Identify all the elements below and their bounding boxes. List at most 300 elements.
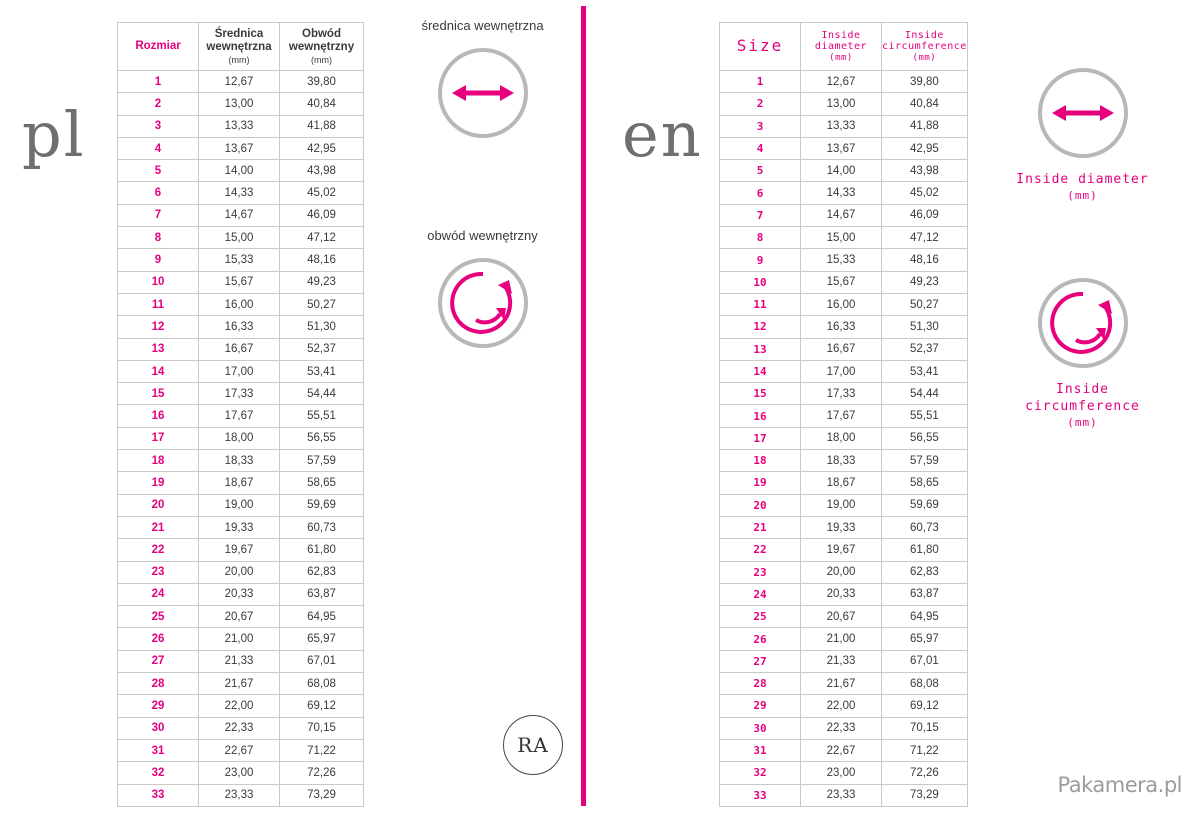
cell-size: 4: [720, 137, 801, 159]
language-label-en: en: [622, 98, 703, 171]
diagram-inside-circumference-pl: [400, 228, 565, 348]
table-row: [720, 450, 968, 472]
cell-size: 20: [720, 494, 801, 516]
table-row: [118, 583, 364, 605]
cell-circumference: 55,51: [882, 405, 968, 427]
language-label-pl: pl: [22, 98, 86, 171]
cell-circumference: 68,08: [280, 673, 364, 695]
cell-circumference: 71,22: [280, 739, 364, 761]
cell-diameter: 18,67: [199, 472, 280, 494]
cell-size: 13: [720, 338, 801, 360]
cell-size: 32: [118, 762, 199, 784]
cell-circumference: 59,69: [882, 494, 968, 516]
diagram-caption-circumference-en-unit: (mm): [1067, 415, 1098, 429]
cell-circumference: 67,01: [882, 650, 968, 672]
table-row: [720, 427, 968, 449]
table-row: [118, 405, 364, 427]
table-row: [118, 673, 364, 695]
cell-circumference: 60,73: [280, 516, 364, 538]
cell-diameter: 22,33: [801, 717, 882, 739]
cell-diameter: 14,33: [199, 182, 280, 204]
cell-diameter: 22,67: [801, 739, 882, 761]
cell-circumference: 47,12: [280, 227, 364, 249]
table-row: [720, 271, 968, 293]
cell-diameter: 15,00: [801, 227, 882, 249]
cell-diameter: 19,67: [801, 539, 882, 561]
cell-diameter: 16,00: [801, 293, 882, 315]
cell-size: 7: [118, 204, 199, 226]
cell-circumference: 50,27: [280, 293, 364, 315]
cell-size: 30: [118, 717, 199, 739]
cell-circumference: 72,26: [882, 762, 968, 784]
cell-diameter: 20,67: [199, 606, 280, 628]
header-diameter-unit: (mm): [829, 52, 853, 63]
table-row: [720, 93, 968, 115]
table-row: [118, 71, 364, 93]
cell-diameter: 22,00: [199, 695, 280, 717]
header-circumference-pl: [280, 23, 364, 71]
table-row: [118, 338, 364, 360]
table-row: [720, 137, 968, 159]
circular-arrow-icon: [438, 258, 528, 348]
header-diameter-label: Średnica wewnętrzna: [206, 28, 272, 54]
header-diameter-pl: [199, 23, 280, 71]
cell-diameter: 21,00: [801, 628, 882, 650]
table-row: [720, 316, 968, 338]
cell-diameter: 22,33: [199, 717, 280, 739]
cell-diameter: 14,67: [199, 204, 280, 226]
cell-circumference: 72,26: [280, 762, 364, 784]
table-header-en: [720, 23, 968, 71]
cell-diameter: 15,67: [199, 271, 280, 293]
header-size-en: Size: [720, 23, 801, 71]
table-row: [720, 204, 968, 226]
cell-circumference: 45,02: [882, 182, 968, 204]
table-row: [118, 494, 364, 516]
cell-diameter: 20,33: [801, 583, 882, 605]
cell-circumference: 73,29: [280, 784, 364, 806]
diagram-caption-circumference-pl: obwód wewnętrzny: [427, 228, 538, 243]
cell-circumference: 55,51: [280, 405, 364, 427]
header-diameter-unit: (mm): [228, 54, 250, 65]
ring-circumference-illustration: [438, 258, 528, 348]
cell-size: 29: [720, 695, 801, 717]
cell-diameter: 15,00: [199, 227, 280, 249]
cell-size: 26: [118, 628, 199, 650]
table-row: [720, 472, 968, 494]
table-row: [118, 383, 364, 405]
table-body-pl: [118, 71, 364, 807]
cell-circumference: 57,59: [882, 450, 968, 472]
table-row: [720, 293, 968, 315]
cell-size: 18: [118, 450, 199, 472]
ra-logo: RA: [503, 715, 563, 775]
cell-size: 25: [118, 606, 199, 628]
cell-size: 5: [118, 160, 199, 182]
cell-circumference: 53,41: [280, 360, 364, 382]
cell-size: 6: [118, 182, 199, 204]
cell-circumference: 62,83: [882, 561, 968, 583]
ring-diameter-illustration: [438, 48, 528, 138]
ring-circumference-illustration: [1038, 278, 1128, 368]
cell-size: 3: [118, 115, 199, 137]
table-row: [720, 115, 968, 137]
cell-diameter: 19,67: [199, 539, 280, 561]
table-row: [118, 516, 364, 538]
table-row: [118, 695, 364, 717]
table-row: [118, 204, 364, 226]
cell-size: 21: [118, 516, 199, 538]
table-header-pl: [118, 23, 364, 71]
table-row: [720, 583, 968, 605]
diagram-inside-diameter-en: [1000, 68, 1165, 203]
table-row: [118, 115, 364, 137]
cell-size: 16: [118, 405, 199, 427]
table-row: [720, 784, 968, 806]
cell-circumference: 58,65: [882, 472, 968, 494]
cell-circumference: 42,95: [280, 137, 364, 159]
cell-size: 18: [720, 450, 801, 472]
cell-size: 28: [118, 673, 199, 695]
cell-size: 1: [118, 71, 199, 93]
table-row: [720, 160, 968, 182]
cell-circumference: 61,80: [882, 539, 968, 561]
table-row: [720, 695, 968, 717]
table-row: [720, 405, 968, 427]
cell-diameter: 16,33: [199, 316, 280, 338]
table-row: [118, 271, 364, 293]
header-diameter-label: Inside diameter: [814, 29, 868, 53]
cell-size: 5: [720, 160, 801, 182]
cell-size: 12: [720, 316, 801, 338]
cell-circumference: 40,84: [280, 93, 364, 115]
table-row: [118, 539, 364, 561]
cell-size: 3: [720, 115, 801, 137]
size-table-pl: [117, 22, 364, 807]
cell-circumference: 70,15: [280, 717, 364, 739]
cell-size: 15: [720, 383, 801, 405]
table-row: [118, 93, 364, 115]
cell-circumference: 64,95: [280, 606, 364, 628]
cell-diameter: 19,00: [199, 494, 280, 516]
cell-circumference: 49,23: [882, 271, 968, 293]
cell-circumference: 71,22: [882, 739, 968, 761]
cell-size: 2: [118, 93, 199, 115]
cell-diameter: 16,00: [199, 293, 280, 315]
ring-diameter-illustration: [1038, 68, 1128, 158]
cell-circumference: 58,65: [280, 472, 364, 494]
table-row: [118, 316, 364, 338]
cell-diameter: 23,33: [801, 784, 882, 806]
cell-size: 9: [118, 249, 199, 271]
cell-circumference: 43,98: [280, 160, 364, 182]
cell-diameter: 20,00: [199, 561, 280, 583]
cell-diameter: 21,33: [801, 650, 882, 672]
cell-diameter: 14,00: [801, 160, 882, 182]
header-diameter-en: [801, 23, 882, 71]
cell-circumference: 63,87: [882, 583, 968, 605]
cell-circumference: 57,59: [280, 450, 364, 472]
cell-size: 23: [118, 561, 199, 583]
cell-diameter: 13,33: [199, 115, 280, 137]
cell-circumference: 70,15: [882, 717, 968, 739]
cell-circumference: 73,29: [882, 784, 968, 806]
table-row: [118, 427, 364, 449]
table-row: [720, 227, 968, 249]
header-circumference-unit: (mm): [311, 54, 332, 65]
cell-size: 1: [720, 71, 801, 93]
cell-circumference: 69,12: [882, 695, 968, 717]
cell-diameter: 16,33: [801, 316, 882, 338]
cell-diameter: 15,67: [801, 271, 882, 293]
table-header-row: [720, 23, 968, 71]
cell-size: 13: [118, 338, 199, 360]
cell-size: 9: [720, 249, 801, 271]
cell-circumference: 43,98: [882, 160, 968, 182]
cell-diameter: 14,67: [801, 204, 882, 226]
cell-diameter: 23,00: [801, 762, 882, 784]
cell-circumference: 60,73: [882, 516, 968, 538]
cell-size: 28: [720, 673, 801, 695]
table-row: [720, 762, 968, 784]
cell-diameter: 13,67: [801, 137, 882, 159]
cell-size: 8: [720, 227, 801, 249]
cell-size: 11: [118, 293, 199, 315]
cell-size: 12: [118, 316, 199, 338]
cell-circumference: 56,55: [882, 427, 968, 449]
cell-diameter: 21,67: [199, 673, 280, 695]
table-row: [118, 606, 364, 628]
table-row: [118, 762, 364, 784]
table-row: [118, 739, 364, 761]
double-arrow-icon: [1038, 68, 1128, 158]
cell-size: 31: [118, 739, 199, 761]
header-circumference-en: [882, 23, 968, 71]
cell-diameter: 17,00: [801, 360, 882, 382]
cell-size: 22: [720, 539, 801, 561]
cell-size: 19: [720, 472, 801, 494]
cell-diameter: 17,67: [801, 405, 882, 427]
table-row: [118, 450, 364, 472]
cell-diameter: 23,00: [199, 762, 280, 784]
cell-diameter: 17,33: [801, 383, 882, 405]
cell-diameter: 16,67: [801, 338, 882, 360]
cell-size: 6: [720, 182, 801, 204]
table-row: [720, 739, 968, 761]
cell-diameter: 23,33: [199, 784, 280, 806]
cell-diameter: 18,33: [801, 450, 882, 472]
diagram-caption-circumference-en-text: Inside circumference: [1025, 382, 1140, 414]
cell-size: 7: [720, 204, 801, 226]
cell-circumference: 63,87: [280, 583, 364, 605]
cell-diameter: 20,00: [801, 561, 882, 583]
cell-size: 24: [118, 583, 199, 605]
header-size-pl: Rozmiar: [118, 23, 199, 71]
diagram-caption-diameter-en-text: Inside diameter: [1016, 172, 1149, 187]
cell-circumference: 59,69: [280, 494, 364, 516]
table-row: [118, 160, 364, 182]
table-row: [118, 628, 364, 650]
cell-diameter: 16,67: [199, 338, 280, 360]
cell-diameter: 13,67: [199, 137, 280, 159]
cell-circumference: 67,01: [280, 650, 364, 672]
cell-size: 10: [720, 271, 801, 293]
cell-circumference: 45,02: [280, 182, 364, 204]
table-row: [720, 717, 968, 739]
diagram-caption-diameter-pl: średnica wewnętrzna: [421, 18, 544, 33]
table-row: [720, 628, 968, 650]
cell-size: 25: [720, 606, 801, 628]
cell-diameter: 20,67: [801, 606, 882, 628]
table-header-row: [118, 23, 364, 71]
cell-diameter: 22,67: [199, 739, 280, 761]
cell-size: 27: [720, 650, 801, 672]
cell-circumference: 46,09: [280, 204, 364, 226]
circular-arrow-icon: [1038, 278, 1128, 368]
cell-diameter: 13,00: [801, 93, 882, 115]
cell-diameter: 21,33: [199, 650, 280, 672]
cell-circumference: 51,30: [882, 316, 968, 338]
table-row: [118, 227, 364, 249]
cell-circumference: 53,41: [882, 360, 968, 382]
table-row: [118, 182, 364, 204]
table-row: [720, 561, 968, 583]
cell-circumference: 52,37: [280, 338, 364, 360]
cell-size: 14: [118, 360, 199, 382]
cell-circumference: 49,23: [280, 271, 364, 293]
table-row: [720, 360, 968, 382]
table-row: [118, 249, 364, 271]
diagram-caption-circumference-en: [1000, 382, 1165, 430]
table-row: [118, 561, 364, 583]
cell-size: 23: [720, 561, 801, 583]
cell-diameter: 18,67: [801, 472, 882, 494]
table-row: [720, 606, 968, 628]
header-circumference-label: Obwód wewnętrzny: [288, 28, 355, 54]
cell-circumference: 41,88: [280, 115, 364, 137]
cell-size: 4: [118, 137, 199, 159]
cell-size: 30: [720, 717, 801, 739]
cell-size: 24: [720, 583, 801, 605]
cell-size: 20: [118, 494, 199, 516]
cell-diameter: 19,33: [801, 516, 882, 538]
table-body-en: [720, 71, 968, 807]
table-row: [720, 182, 968, 204]
cell-circumference: 65,97: [882, 628, 968, 650]
cell-diameter: 21,67: [801, 673, 882, 695]
cell-diameter: 13,33: [801, 115, 882, 137]
cell-diameter: 14,00: [199, 160, 280, 182]
cell-circumference: 39,80: [280, 71, 364, 93]
cell-circumference: 39,80: [882, 71, 968, 93]
cell-circumference: 52,37: [882, 338, 968, 360]
cell-size: 11: [720, 293, 801, 315]
cell-diameter: 17,67: [199, 405, 280, 427]
table-row: [118, 717, 364, 739]
table-row: [118, 137, 364, 159]
double-arrow-icon: [438, 48, 528, 138]
table-row: [118, 472, 364, 494]
cell-circumference: 47,12: [882, 227, 968, 249]
cell-circumference: 56,55: [280, 427, 364, 449]
cell-circumference: 68,08: [882, 673, 968, 695]
cell-circumference: 64,95: [882, 606, 968, 628]
cell-circumference: 54,44: [280, 383, 364, 405]
cell-circumference: 40,84: [882, 93, 968, 115]
cell-size: 19: [118, 472, 199, 494]
cell-size: 21: [720, 516, 801, 538]
cell-circumference: 48,16: [882, 249, 968, 271]
cell-diameter: 21,00: [199, 628, 280, 650]
cell-circumference: 65,97: [280, 628, 364, 650]
table-row: [720, 650, 968, 672]
cell-diameter: 17,00: [199, 360, 280, 382]
cell-circumference: 50,27: [882, 293, 968, 315]
table-row: [720, 494, 968, 516]
cell-size: 2: [720, 93, 801, 115]
table-row: [720, 516, 968, 538]
table-row: [720, 71, 968, 93]
table-row: [118, 360, 364, 382]
cell-size: 22: [118, 539, 199, 561]
cell-diameter: 18,33: [199, 450, 280, 472]
cell-circumference: 41,88: [882, 115, 968, 137]
cell-circumference: 62,83: [280, 561, 364, 583]
cell-circumference: 54,44: [882, 383, 968, 405]
header-circumference-unit: (mm): [912, 52, 937, 63]
cell-size: 33: [720, 784, 801, 806]
cell-circumference: 46,09: [882, 204, 968, 226]
page-divider: [581, 6, 586, 806]
cell-circumference: 48,16: [280, 249, 364, 271]
cell-size: 26: [720, 628, 801, 650]
cell-circumference: 61,80: [280, 539, 364, 561]
cell-size: 32: [720, 762, 801, 784]
cell-size: 16: [720, 405, 801, 427]
cell-size: 15: [118, 383, 199, 405]
table-row: [720, 673, 968, 695]
header-circumference-label: Inside circumference: [882, 29, 967, 53]
cell-size: 27: [118, 650, 199, 672]
cell-size: 17: [720, 427, 801, 449]
cell-diameter: 20,33: [199, 583, 280, 605]
pakamera-watermark: Pakamera.pl: [1057, 773, 1182, 797]
cell-circumference: 42,95: [882, 137, 968, 159]
cell-diameter: 18,00: [801, 427, 882, 449]
cell-diameter: 18,00: [199, 427, 280, 449]
cell-size: 8: [118, 227, 199, 249]
cell-circumference: 51,30: [280, 316, 364, 338]
table-row: [118, 784, 364, 806]
cell-size: 33: [118, 784, 199, 806]
cell-diameter: 15,33: [199, 249, 280, 271]
cell-diameter: 19,00: [801, 494, 882, 516]
size-table-en: [719, 22, 968, 807]
cell-diameter: 12,67: [199, 71, 280, 93]
table-row: [720, 539, 968, 561]
diagram-inside-diameter-pl: [400, 18, 565, 138]
cell-diameter: 19,33: [199, 516, 280, 538]
table-row: [118, 650, 364, 672]
cell-diameter: 14,33: [801, 182, 882, 204]
cell-size: 29: [118, 695, 199, 717]
diagram-inside-circumference-en: [1000, 278, 1165, 430]
table-row: [720, 383, 968, 405]
cell-diameter: 12,67: [801, 71, 882, 93]
cell-diameter: 13,00: [199, 93, 280, 115]
diagram-caption-diameter-en: [1000, 172, 1165, 203]
table-row: [720, 338, 968, 360]
